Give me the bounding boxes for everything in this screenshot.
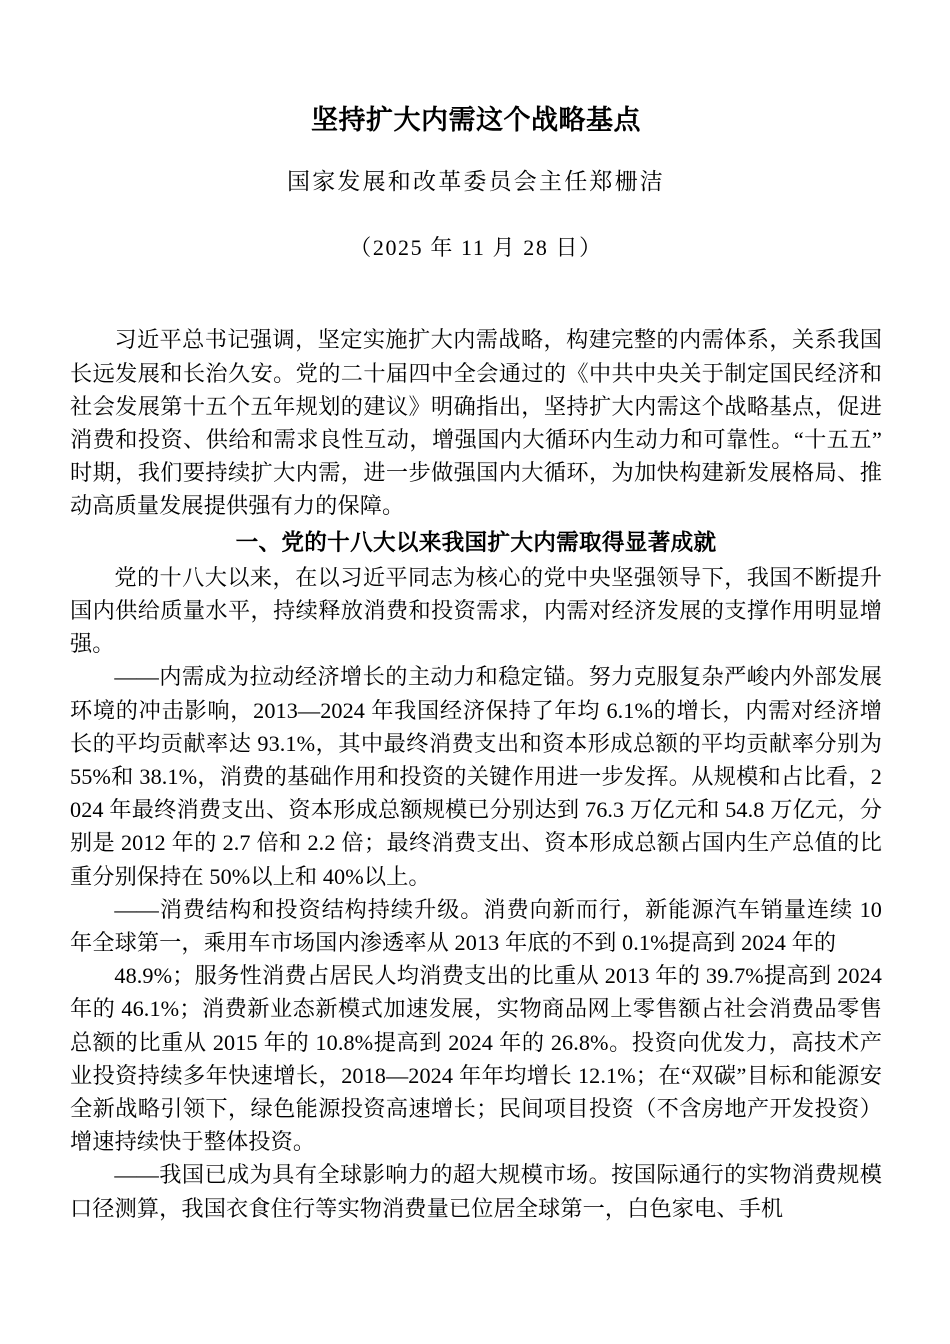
page-title: 坚持扩大内需这个战略基点	[311, 105, 641, 135]
intro-paragraph: 习近平总书记强调，坚定实施扩大内需战略，构建完整的内需体系，关系我国长远发展和长治久安。党的二十届四中全会通过的《中共中央关于制定国民经济和社会发展第十五个五年规划的建议》明确指出，坚持扩大内需这个战略基点，促进消费和投资、供给和需求良性互动，增强国内大循环内生动力和可靠性。“十五五”时期，我们要持续扩大内需，进一步做强国内大循环，为加快构建新发展格局、推动高质量发展提供强有力的保障。	[70, 327, 882, 519]
document-body	[70, 261, 882, 1224]
bullet-paragraph-super-large-market: ——我国已成为具有全球影响力的超大规模市场。按国际通行的实物消费规模口径测算，我国衣食住行等实物消费量已位居全球第一，白色家电、手机	[70, 1162, 882, 1221]
document-content	[70, 0, 882, 1225]
section-1-lead-paragraph: 党的十八大以来，在以习近平同志为核心的党中央坚强领导下，我国不断提升国内供给质量水平，持续释放消费和投资需求，内需对经济发展的支撑作用明显增强。	[70, 564, 882, 657]
section-heading-1: 一、党的十八大以来我国扩大内需取得显著成就	[235, 529, 717, 555]
document-byline: 国家发展和改革委员会主任郑栅洁	[287, 169, 665, 195]
bullet-paragraph-structure-upgrade: ——消费结构和投资结构持续升级。消费向新而行，新能源汽车销量连续 10 年全球第一，乘用车市场国内渗透率从 2013 年底的不到 0.1%提高到 2024 年的	[70, 896, 882, 956]
bullet-paragraph-structure-upgrade-continued: 48.9%；服务性消费占居民人均消费支出的比重从 2013 年的 39.7%提高到 2024 年的 46.1%；消费新业态新模式加速发展，实物商品网上零售额占社会消费品零售总额的比重从 2015 年的 10.8%提高到 2024 年的 26.8%。投资向优发力，高技术产业投资持续多年快速增长，2018—2024 年年均增长 12.1%；在“双碳”目标和能源安全新战略引领下，绿色能源投资高速增长；民间项目投资（不含房地产开发投资）增速持续快于整体投资。	[70, 963, 882, 1155]
bullet-paragraph-domestic-demand-growth: ——内需成为拉动经济增长的主动力和稳定锚。努力克服复杂严峻内外部发展环境的冲击影响，2013—2024 年我国经济保持了年均 6.1%的增长，内需对经济增长的平均贡献率达 93.1%，其中最终消费支出和资本形成总额的平均贡献率分别为 55%和 38.1%，消费的基础作用和投资的关键作用进一步发挥。从规模和占比看，2024 年最终消费支出、资本形成总额规模已分别达到 76.3 万亿元和 54.8 万亿元，分别是 2012 年的 2.7 倍和 2.2 倍；最终消费支出、资本形成总额占国内生产总值的比重分别保持在 50%以上和 40%以上。	[70, 664, 882, 889]
document-date: （2025 年 11 月 28 日）	[349, 234, 603, 260]
